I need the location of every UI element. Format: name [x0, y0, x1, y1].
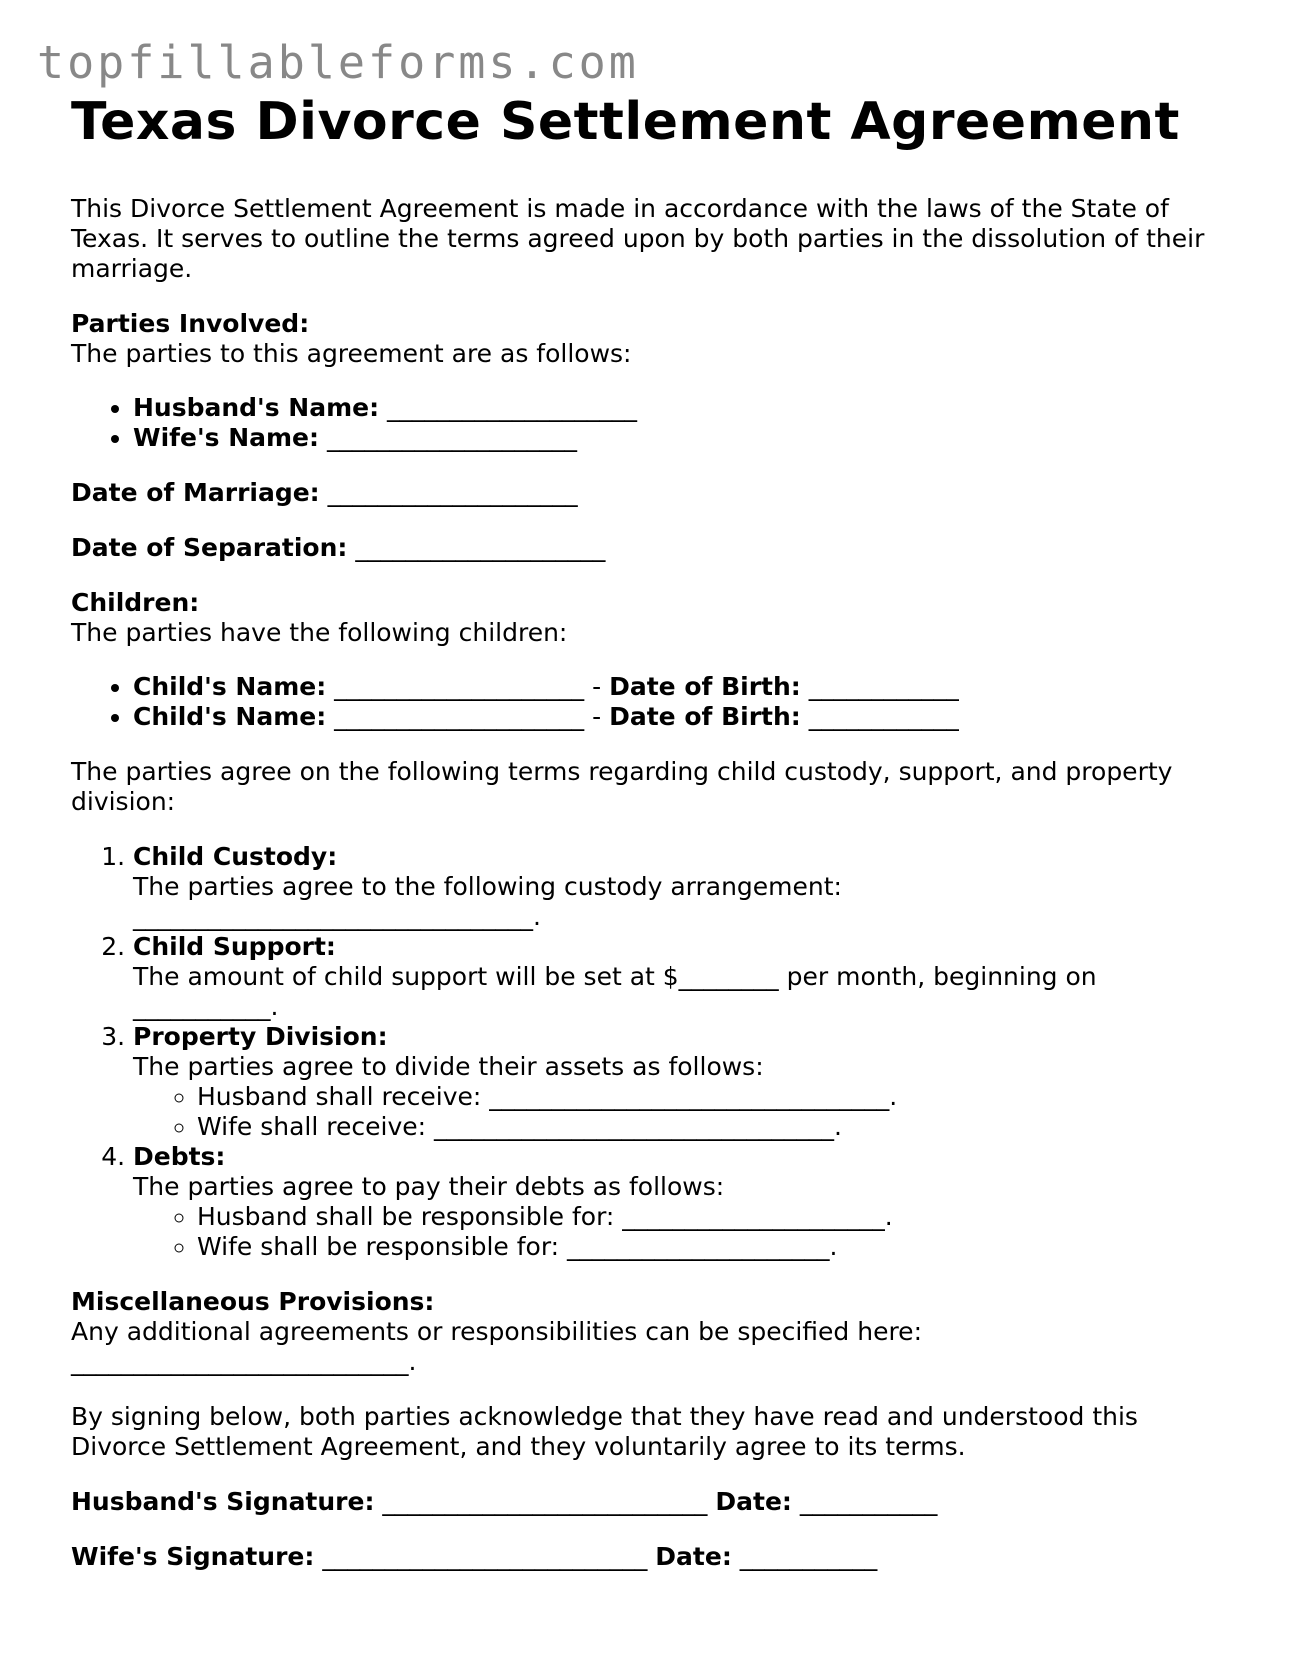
list-item: [133, 393, 1241, 423]
children-heading: Children:: [71, 588, 200, 617]
misc-heading: Miscellaneous Provisions:: [71, 1287, 435, 1316]
separation-date-label: Date of Separation:: [71, 533, 348, 562]
children-text: The parties have the following children:: [71, 618, 568, 647]
husband-name-field[interactable]: ____________________: [387, 393, 638, 422]
separation-date-row: [71, 533, 1241, 563]
marriage-date-label: Date of Marriage:: [71, 478, 320, 507]
debts-heading: 4. Debts:: [133, 1142, 226, 1171]
parties-section: [71, 309, 1241, 369]
marriage-date-row: [71, 478, 1241, 508]
list-item: [133, 1142, 1241, 1262]
list-item: [133, 423, 1241, 453]
watermark: topfillableforms.com: [37, 36, 639, 89]
child-name-field[interactable]: ____________________: [334, 672, 585, 701]
separator: -: [584, 702, 610, 731]
parties-list: [71, 393, 1241, 453]
child-name-label: Child's Name:: [133, 702, 327, 731]
list-item: ◦ Husband shall receive: ________________________________.: [197, 1082, 1241, 1112]
misc-section: [71, 1287, 1241, 1377]
property-heading: 3. Property Division:: [133, 1022, 388, 1051]
child-dob-field[interactable]: ____________: [808, 672, 959, 701]
document-body: [71, 92, 1241, 1597]
list-item: [133, 1022, 1241, 1142]
husband-signature-label: Husband's Signature:: [71, 1487, 375, 1516]
child-name-field[interactable]: ____________________: [334, 702, 585, 731]
list-item: ◦ Wife shall be responsible for: _____________________.: [197, 1232, 1241, 1262]
children-section: [71, 588, 1241, 648]
intro-paragraph: This Divorce Settlement Agreement is made in accordance with the laws of the State of Texas. It serves to outline the terms agreed upon by both parties in the dissolution of their marriage.: [71, 194, 1205, 283]
parties-heading: Parties Involved:: [71, 309, 310, 338]
wife-signature-label: Wife's Signature:: [71, 1542, 315, 1571]
page-title: Texas Divorce Settlement Agreement: [71, 92, 1180, 152]
list-item: [133, 672, 1241, 702]
husband-name-label: Husband's Name:: [133, 393, 380, 422]
wife-signature-row: [71, 1542, 1241, 1572]
separator: -: [584, 672, 610, 701]
husband-date-label: Date:: [715, 1487, 792, 1516]
wife-date-label: Date:: [655, 1542, 732, 1571]
list-item: [133, 702, 1241, 732]
child-dob-label: Date of Birth:: [609, 672, 801, 701]
custody-field[interactable]: ________________________________.: [133, 902, 541, 931]
children-list: [71, 672, 1241, 732]
debts-sublist: [133, 1202, 1241, 1262]
property-text: The parties agree to divide their assets as follows:: [133, 1052, 764, 1081]
misc-field[interactable]: ___________________________.: [71, 1347, 417, 1376]
child-dob-field[interactable]: ____________: [808, 702, 959, 731]
property-sublist: [133, 1082, 1241, 1142]
support-heading: 2. Child Support:: [133, 932, 336, 961]
wife-name-label: Wife's Name:: [133, 423, 320, 452]
list-item: [133, 842, 1241, 932]
list-item: [133, 932, 1241, 1022]
support-text: The amount of child support will be set at $________ per month, beginning on: [133, 962, 1097, 991]
custody-text: The parties agree to the following custody arrangement:: [133, 872, 842, 901]
separation-date-field[interactable]: ____________________: [355, 533, 606, 562]
acknowledgement-paragraph: By signing below, both parties acknowledge that they have read and understood this Divorce Settlement Agreement, and they voluntarily agree to its terms.: [71, 1402, 1138, 1461]
misc-text: Any additional agreements or responsibilities can be specified here:: [71, 1317, 922, 1346]
custody-heading: 1. Child Custody:: [133, 842, 338, 871]
husband-signature-field[interactable]: __________________________: [382, 1487, 708, 1516]
parties-text: The parties to this agreement are as follows:: [71, 339, 632, 368]
marriage-date-field[interactable]: ____________________: [327, 478, 578, 507]
debts-text: The parties agree to pay their debts as follows:: [133, 1172, 725, 1201]
list-item: ◦ Wife shall receive: ________________________________.: [197, 1112, 1241, 1142]
list-item: ◦ Husband shall be responsible for: _____________________.: [197, 1202, 1241, 1232]
husband-date-field[interactable]: ___________: [799, 1487, 938, 1516]
wife-date-field[interactable]: ___________: [739, 1542, 878, 1571]
wife-signature-field[interactable]: __________________________: [322, 1542, 648, 1571]
support-start-field[interactable]: ___________.: [133, 992, 279, 1021]
husband-signature-row: [71, 1487, 1241, 1517]
terms-list: [71, 842, 1241, 1262]
terms-intro: The parties agree on the following terms regarding child custody, support, and property division:: [71, 757, 1173, 816]
child-name-label: Child's Name:: [133, 672, 327, 701]
wife-name-field[interactable]: ____________________: [326, 423, 577, 452]
child-dob-label: Date of Birth:: [609, 702, 801, 731]
